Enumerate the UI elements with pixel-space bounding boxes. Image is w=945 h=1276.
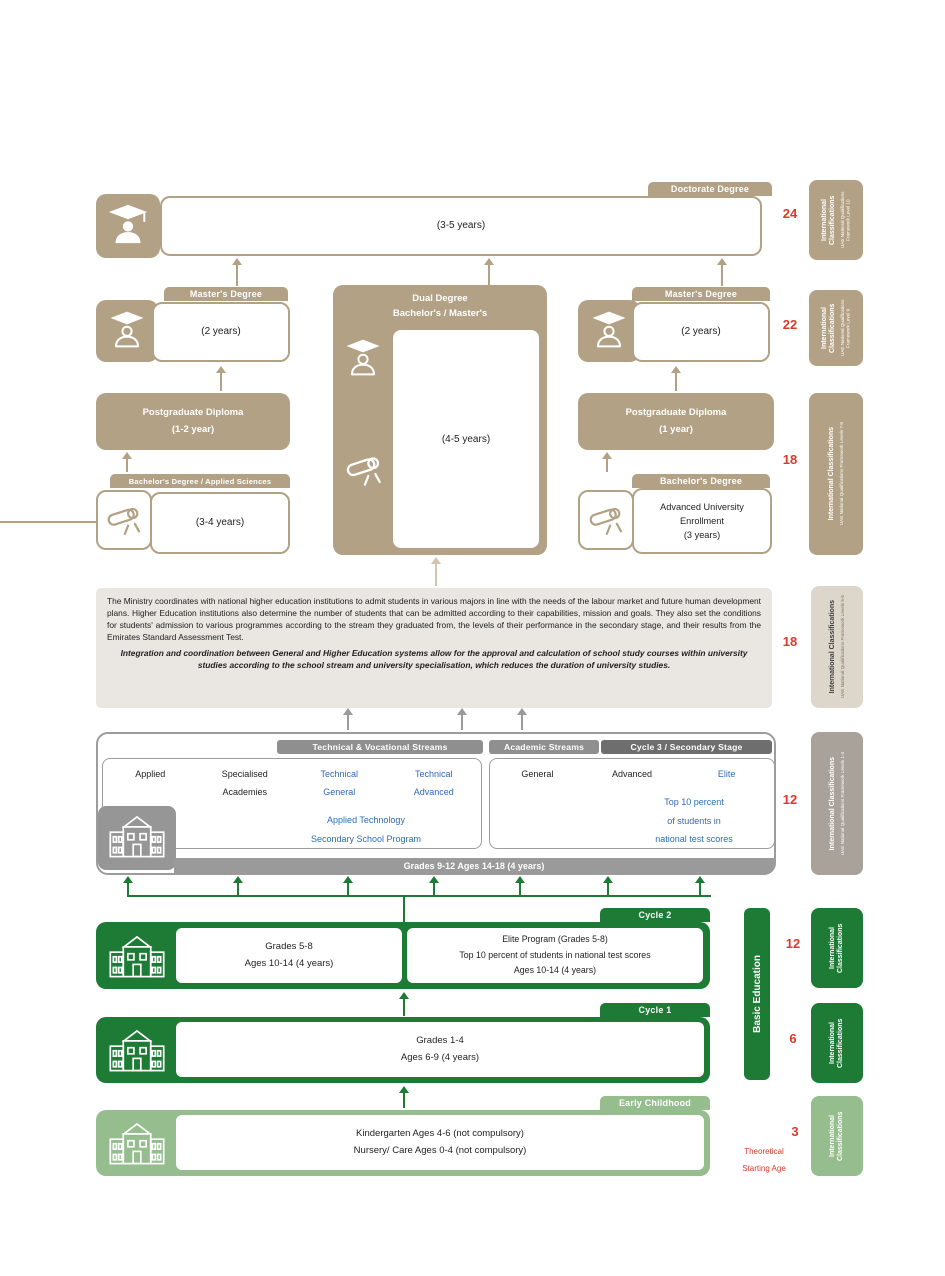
age-marker-masters: 22 (782, 317, 798, 332)
cycle1-grades: Grades 1-4 (416, 1034, 464, 1046)
bachelors-right-line2: Enrollment (680, 515, 724, 526)
masters-left-box (152, 302, 290, 362)
bachelors-right-line1: Advanced University (660, 501, 744, 512)
arrow-up (517, 708, 527, 730)
arrow-up (122, 452, 132, 472)
age-marker-cycle2: 12 (785, 936, 801, 951)
classification-title: International Classifications (820, 303, 836, 353)
classification-subtitle: UAE National Qualifications Framework Level 10 (839, 191, 851, 249)
dual-degree-header-line2: Bachelor's / Master's (392, 308, 488, 319)
masters-right-header: Master's Degree (632, 287, 770, 301)
classification-badge-levels1-4 (811, 732, 863, 875)
bachelors-right-header: Bachelor's Degree (632, 474, 770, 488)
doctorate-icon-tile (96, 194, 160, 258)
connector-line (127, 895, 711, 897)
bachelors-right-box (632, 488, 772, 554)
classification-badge-cycle1 (811, 1003, 863, 1083)
school-icon (104, 1115, 170, 1170)
arrow-up (343, 876, 353, 896)
tab-technical-vocational-streams: Technical & Vocational Streams (277, 740, 483, 754)
classification-subtitle: UAE National Qualifications Framework Levels 7-8 (838, 422, 844, 526)
cycle2-grades: Grades 5-8 (265, 940, 313, 952)
arrow-up (429, 876, 439, 896)
arrow-up (216, 366, 226, 391)
masters-left-header: Master's Degree (164, 287, 288, 301)
age-marker-higher-admission: 18 (782, 634, 798, 649)
cycle2-elite-line1: Elite Program (Grades 5-8) (502, 933, 608, 944)
cycle1-box (176, 1022, 704, 1077)
cycle2-ages: Ages 10-14 (4 years) (244, 957, 334, 969)
arrow-up (695, 876, 705, 896)
classification-title: International Classifications (828, 1111, 844, 1161)
classification-subtitle: UAE National Qualifications Framework Level 9 (839, 299, 851, 357)
cycle1-header: Cycle 1 (600, 1003, 710, 1017)
masters-left-icon-tile (96, 300, 158, 362)
diploma-icon (340, 442, 388, 494)
early-childhood-box (176, 1115, 704, 1170)
classification-title: International Classifications (828, 600, 836, 694)
stream-applied: Applied (135, 769, 166, 779)
age-marker-doctorate: 24 (782, 206, 798, 221)
early-childhood-line1: Kindergarten Ages 4-6 (not compulsory) (356, 1127, 524, 1139)
graduate-icon (338, 328, 388, 386)
cycle2-elite-line2: Top 10 percent of students in national test scores (459, 949, 651, 960)
arrow-up (232, 258, 242, 286)
bachelors-right-line3: (3 years) (683, 530, 721, 541)
dual-degree-box (393, 330, 539, 548)
school-icon (108, 813, 166, 864)
early-childhood-header: Early Childhood (600, 1096, 710, 1110)
bachelors-left-duration: (3-4 years) (195, 517, 245, 529)
graduate-icon (105, 307, 149, 356)
bachelors-right-icon-tile (578, 490, 634, 550)
theoretical-starting-age-label: Theoretical Starting Age (742, 1147, 786, 1173)
applied-technology-program-label: Applied Technology Secondary School Program (310, 815, 422, 844)
age-marker-cycle1: 6 (789, 1031, 797, 1046)
diploma-icon (104, 498, 144, 543)
diploma-icon (586, 498, 626, 543)
grades-9-12-bar: Grades 9-12 Ages 14-18 (4 years) (174, 858, 774, 874)
bachelors-left-icon-tile (96, 490, 152, 550)
arrow-up (603, 876, 613, 896)
basic-education-bar (744, 908, 770, 1080)
ministry-paragraph: The Ministry coordinates with national higher education institutions to admit students in various majors in line with the needs of the labour market and future human development plans. Higher Education institutions also determine the number of students that can be admitted according to their capabilities, mission and goals. They also set the conditions for students' admission to various programmes according to the stream they graduated from, the levels of their performance in the secondary stage, and their results from the Emirates Standard Assessment Test. (107, 596, 761, 642)
stream-general: General (521, 769, 554, 779)
arrow-up (457, 708, 467, 730)
postgrad-left-title: Postgraduate Diploma (142, 407, 244, 419)
age-marker-secondary: 12 (782, 792, 798, 807)
ministry-emphasis: Integration and coordination between General and Higher Education systems allow for the approval and calculation of school study courses within university studies according to the school stream and university specialisation, which reduces the duration of university studies. (120, 647, 748, 670)
classification-title: International Classifications (828, 756, 836, 851)
cycle2-elite-box (407, 928, 703, 983)
doctorate-header: Doctorate Degree (648, 182, 772, 196)
cycle2-header: Cycle 2 (600, 908, 710, 922)
stream-technical-advanced: Technical Advanced (413, 769, 454, 797)
postgrad-left-duration: (1-2 year) (171, 423, 215, 435)
classification-badge-level9 (809, 290, 863, 366)
classification-badge-cycle2 (811, 908, 863, 988)
connector-line (0, 521, 96, 523)
classification-subtitle: UAE National Qualifications Framework Levels 5-6 (839, 595, 845, 699)
classification-title: International Classifications (828, 923, 844, 973)
arrow-up (123, 876, 133, 896)
cycle2-left-box (176, 928, 402, 983)
masters-right-icon-tile (578, 300, 640, 362)
arrow-up (399, 992, 409, 1016)
stream-elite: Elite (717, 769, 736, 779)
postgrad-right-title: Postgraduate Diploma (625, 407, 727, 419)
school-icon (104, 1022, 170, 1077)
dual-degree-duration: (4-5 years) (441, 433, 491, 445)
tab-cycle3-secondary-stage: Cycle 3 / Secondary Stage (601, 740, 772, 754)
graduate-icon (105, 201, 151, 252)
classification-badge-early (811, 1096, 863, 1176)
academic-streams-box (489, 758, 775, 849)
arrow-up (717, 258, 727, 286)
classification-badge-level10 (809, 180, 863, 260)
school-icon (104, 928, 170, 983)
cycle1-ages: Ages 6-9 (4 years) (400, 1051, 480, 1063)
postgrad-right-duration: (1 year) (659, 423, 693, 435)
arrow-up (431, 557, 441, 586)
arrow-up (399, 1086, 409, 1108)
cycle2-elite-line3: Ages 10-14 (4 years) (513, 965, 597, 976)
arrow-up (602, 452, 612, 472)
classification-badge-levels5-6 (811, 586, 863, 708)
early-childhood-line2: Nursery/ Care Ages 0-4 (not compulsory) (353, 1144, 527, 1156)
dual-degree-header-line1: Dual Degree (412, 293, 468, 304)
postgrad-right-box (578, 393, 774, 450)
arrow-up (233, 876, 243, 896)
masters-right-box (632, 302, 770, 362)
classification-title: International Classifications (828, 1018, 844, 1068)
doctorate-duration: (3-5 years) (436, 220, 486, 232)
graduate-icon (587, 307, 631, 356)
classification-badge-levels7-8 (809, 393, 863, 555)
tab-academic-streams: Academic Streams (489, 740, 599, 754)
arrow-up (343, 708, 353, 730)
classification-subtitle: UAE National Qualifications Framework Levels 1-4 (839, 751, 845, 856)
arrow-up (484, 258, 494, 286)
postgrad-left-box (96, 393, 290, 450)
masters-left-duration: (2 years) (201, 326, 241, 338)
arrow-up (671, 366, 681, 391)
bachelors-left-header: Bachelor's Degree / Applied Sciences (110, 474, 290, 488)
age-marker-bachelors: 18 (782, 452, 798, 467)
doctorate-box (160, 196, 762, 256)
masters-right-duration: (2 years) (681, 326, 721, 338)
bachelors-left-box (150, 492, 290, 554)
elite-note-label: Top 10 percent of students in national test scores (655, 797, 733, 844)
secondary-school-icon-tile (98, 806, 176, 870)
stream-advanced: Advanced (611, 769, 653, 779)
stream-specialised-academies: Specialised Academies (221, 769, 268, 797)
arrow-up (515, 876, 525, 896)
connector-line (403, 896, 405, 922)
ministry-note (96, 588, 772, 708)
age-marker-early-childhood: 3 (791, 1124, 799, 1139)
basic-education-label: Basic Education (751, 955, 763, 1033)
stream-technical-general: Technical General (320, 769, 359, 797)
classification-title: International Classifications (820, 195, 836, 245)
classification-title: International Classifications (827, 427, 835, 521)
